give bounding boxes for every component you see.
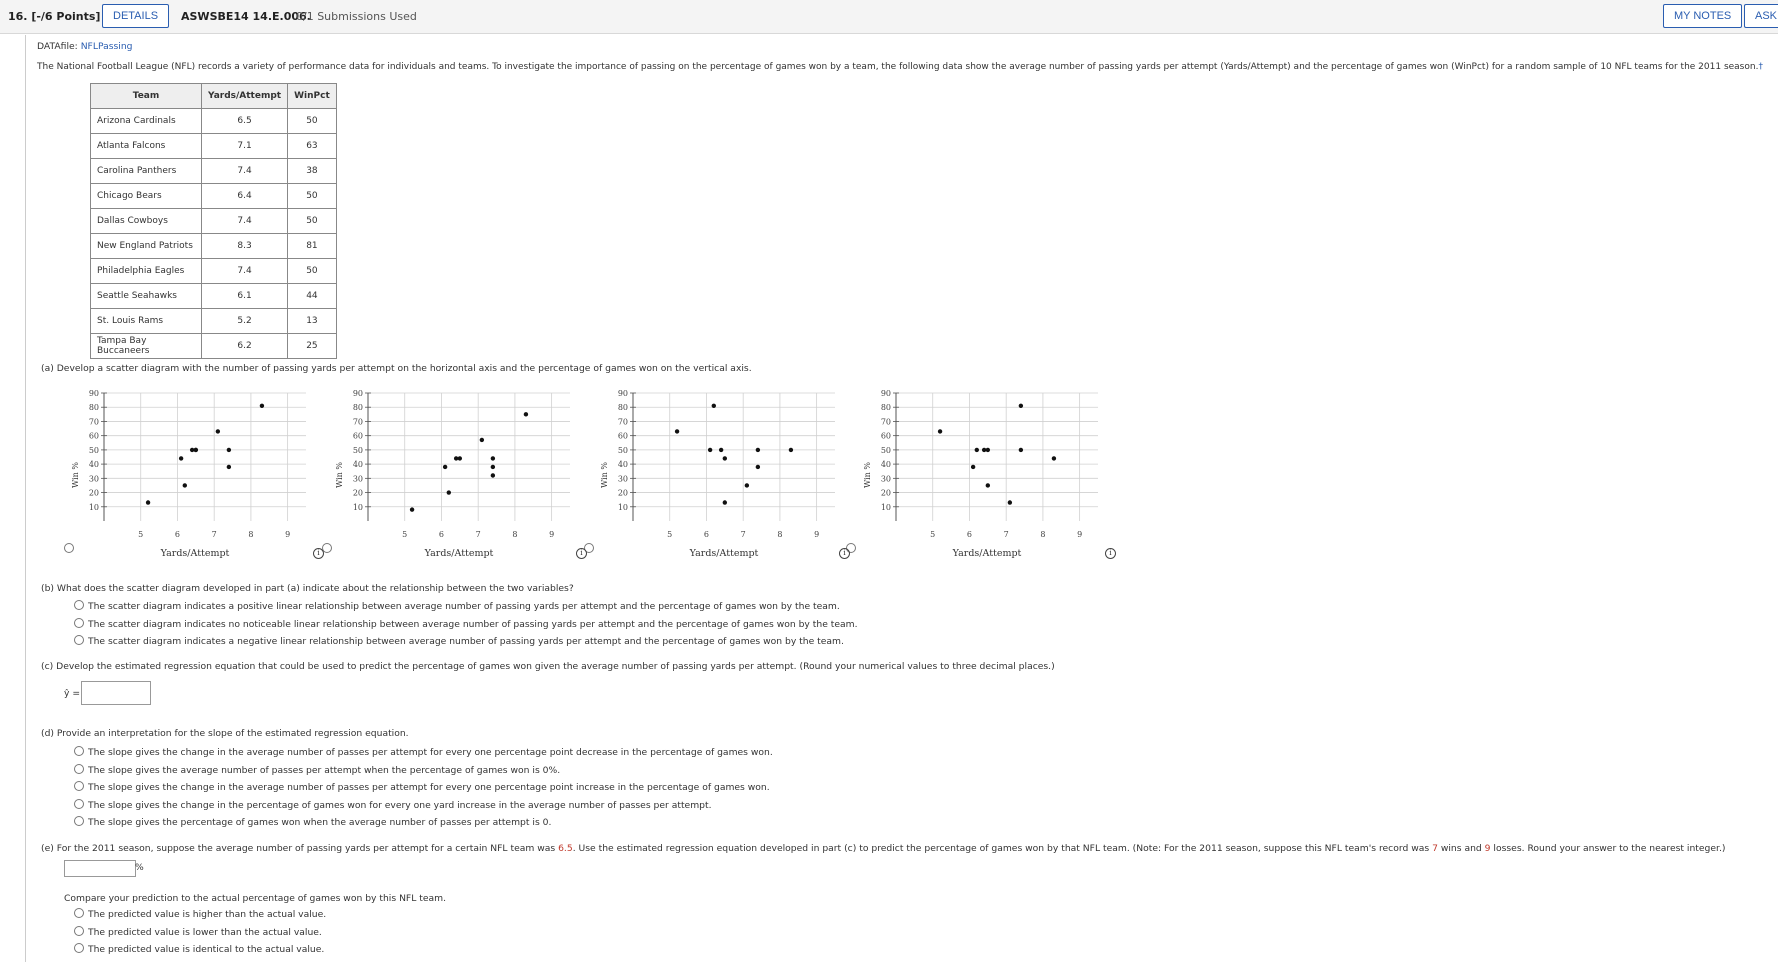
details-button[interactable]: DETAILS [102, 4, 169, 28]
data-table [90, 83, 337, 359]
winpct-cell: 44 [288, 284, 337, 309]
y-tick-label: 20 [88, 488, 99, 498]
data-point [216, 429, 220, 433]
ask-button[interactable]: ASK [1744, 4, 1778, 28]
data-point [194, 448, 198, 452]
x-tick-label: 6 [174, 530, 181, 539]
y-tick-label: 30 [617, 474, 628, 484]
table-header-row [91, 84, 337, 109]
part-d-option[interactable] [74, 764, 560, 776]
x-tick-label: 9 [549, 530, 555, 539]
y-tick-label: 30 [352, 474, 363, 484]
yhat-label: ŷ = [64, 688, 81, 699]
part-b-option-label: The scatter diagram indicates a positive linear relationship between average number of passing yards per attempt and the percentage of games won by the team. [88, 601, 840, 612]
part-b-option-label: The scatter diagram indicates a negative linear relationship between average number of passing yards per attempt and the percentage of games won by the team. [88, 636, 844, 647]
winpct-cell: 50 [288, 209, 337, 234]
part-e-option-label: The predicted value is lower than the actual value. [88, 926, 322, 938]
part-b-option[interactable] [74, 618, 858, 630]
team-cell: St. Louis Rams [91, 309, 202, 334]
part-e-wins: 7 [1432, 843, 1438, 854]
part-e-option-label: The predicted value is higher than the actual value. [88, 909, 327, 920]
part-e-option-label: The predicted value is identical to the actual value. [88, 944, 325, 955]
yards-cell: 7.4 [202, 209, 288, 234]
part-e-prompt [41, 843, 1725, 854]
table-row [91, 134, 337, 159]
data-point [227, 448, 231, 452]
part-d-option-label: The slope gives the change in the average number of passes per attempt for every one percentage point decrease in the percentage of games won. [88, 747, 773, 758]
y-tick-label: 10 [617, 502, 628, 512]
y-tick-label: 60 [352, 431, 363, 441]
y-tick-label: 10 [88, 502, 99, 512]
data-point [410, 507, 414, 511]
data-point [491, 473, 495, 477]
winpct-cell: 25 [288, 334, 337, 359]
radio-button[interactable] [74, 799, 84, 809]
question-id: ASWSBE14 14.E.006. [181, 10, 311, 23]
percent-unit: % [135, 862, 144, 873]
table-row [91, 184, 337, 209]
radio-button[interactable] [74, 816, 84, 826]
scatter-chart-1 [66, 385, 306, 560]
part-d-option-label: The slope gives the average number of passes per attempt when the percentage of games won is 0%. [88, 764, 561, 776]
yards-cell: 7.1 [202, 134, 288, 159]
y-tick-label: 70 [88, 417, 99, 427]
x-tick-label: 9 [1077, 530, 1083, 539]
intro-body: The National Football League (NFL) records a variety of performance data for individuals and teams. To investigate the importance of passing on the percentage of games won by a team, the following data show the average number of passing yards per attempt (Yards/Attempt) and the percentage of games won (WinPct) for a random sample of 10 NFL teams for the 2011 season. [37, 62, 1759, 72]
y-tick-label: 20 [617, 488, 628, 498]
regression-equation-input[interactable] [81, 681, 151, 705]
yards-cell: 6.5 [202, 109, 288, 134]
datafile-label: DATAfile: [37, 41, 78, 52]
table-row [91, 159, 337, 184]
x-tick-label: 6 [703, 530, 710, 539]
winpct-cell: 13 [288, 309, 337, 334]
data-point [708, 448, 712, 452]
y-tick-label: 80 [352, 403, 363, 413]
data-point [723, 456, 727, 460]
y-tick-label: 10 [352, 502, 363, 512]
data-point [756, 465, 760, 469]
x-tick-label: 9 [285, 530, 291, 539]
data-point [183, 483, 187, 487]
data-point [260, 404, 264, 408]
team-cell: Tampa Bay Buccaneers [91, 334, 202, 359]
radio-button[interactable] [74, 926, 84, 936]
data-point [712, 404, 716, 408]
y-tick-label: 90 [617, 389, 628, 398]
data-point [524, 412, 528, 416]
y-axis-label: Win % [71, 462, 80, 488]
y-tick-label: 60 [617, 431, 628, 441]
data-point [458, 456, 462, 460]
data-point [719, 448, 723, 452]
data-point [1052, 456, 1056, 460]
y-tick-label: 80 [617, 403, 628, 413]
y-tick-label: 60 [88, 431, 99, 441]
yards-cell: 6.1 [202, 284, 288, 309]
data-point [146, 500, 150, 504]
part-e-compare-prompt: Compare your prediction to the actual percentage of games won by this NFL team. [64, 893, 447, 904]
x-tick-label: 5 [930, 530, 936, 539]
submissions-label: 0/1 Submissions Used [296, 10, 417, 23]
data-point [723, 500, 727, 504]
y-tick-label: 40 [880, 460, 891, 470]
intro-text [37, 62, 1763, 72]
yards-cell: 8.3 [202, 234, 288, 259]
data-point [971, 465, 975, 469]
datafile-link[interactable]: NFLPassing [80, 41, 133, 52]
scatter-option-radio[interactable] [64, 543, 74, 553]
team-cell: Arizona Cardinals [91, 109, 202, 134]
part-c-prompt: (c) Develop the estimated regression equation that could be used to predict the percentage of games won given the average number of passing yards per attempt. (Round your numerical values to three decimal places.) [41, 661, 1055, 672]
part-e-text-4: losses. Round your answer to the nearest integer.) [1490, 843, 1726, 854]
data-point [1008, 500, 1012, 504]
data-point [938, 429, 942, 433]
y-tick-label: 10 [880, 502, 891, 512]
table-row [91, 234, 337, 259]
x-axis-label: Yards/Attempt [952, 548, 1022, 559]
col-team: Team [91, 84, 202, 109]
x-tick-label: 5 [138, 530, 144, 539]
x-tick-label: 9 [814, 530, 820, 539]
table-row [91, 309, 337, 334]
part-b-prompt: (b) What does the scatter diagram developed in part (a) indicate about the relationship between the two variables? [41, 583, 574, 594]
winpct-cell: 63 [288, 134, 337, 159]
info-icon[interactable]: i [839, 548, 850, 559]
team-cell: Philadelphia Eagles [91, 259, 202, 284]
col-yards: Yards/Attempt [202, 84, 288, 109]
y-tick-label: 40 [617, 460, 628, 470]
part-b-option-label: The scatter diagram indicates no noticeable linear relationship between average number of passing yards per attempt and the percentage of games won by the team. [88, 618, 858, 630]
winpct-cell: 38 [288, 159, 337, 184]
data-point [443, 465, 447, 469]
team-cell: Chicago Bears [91, 184, 202, 209]
team-cell: Dallas Cowboys [91, 209, 202, 234]
y-tick-label: 70 [352, 417, 363, 427]
my-notes-button[interactable]: MY NOTES [1663, 4, 1742, 28]
winpct-cell: 50 [288, 184, 337, 209]
x-tick-label: 6 [438, 530, 445, 539]
table-row [91, 259, 337, 284]
info-icon[interactable]: i [576, 548, 587, 559]
data-point [179, 456, 183, 460]
part-e-losses: 9 [1484, 843, 1491, 854]
y-tick-label: 70 [617, 417, 628, 427]
table-row [91, 209, 337, 234]
radio-button[interactable] [74, 943, 84, 953]
y-tick-label: 90 [880, 389, 891, 398]
part-d-option[interactable] [74, 799, 712, 811]
x-axis-label: Yards/Attempt [424, 548, 494, 559]
intro-footnote-mark[interactable]: † [1758, 62, 1763, 72]
team-cell: Atlanta Falcons [91, 134, 202, 159]
data-point [986, 483, 990, 487]
data-point [675, 429, 679, 433]
y-tick-label: 80 [880, 403, 891, 413]
radio-button[interactable] [74, 635, 84, 645]
data-point [227, 465, 231, 469]
x-axis-label: Yards/Attempt [160, 548, 230, 559]
x-tick-label: 8 [248, 530, 254, 539]
table-row [91, 284, 337, 309]
y-tick-label: 50 [617, 445, 628, 455]
x-tick-label: 7 [740, 530, 746, 539]
x-tick-label: 8 [777, 530, 783, 539]
winpct-cell: 50 [288, 109, 337, 134]
content-border [25, 35, 26, 962]
x-tick-label: 5 [667, 530, 673, 539]
data-point [789, 448, 793, 452]
radio-button[interactable] [74, 908, 84, 918]
data-point [975, 448, 979, 452]
x-tick-label: 8 [1040, 530, 1046, 539]
y-tick-label: 90 [88, 389, 99, 398]
part-d-option[interactable] [74, 746, 773, 758]
y-tick-label: 30 [88, 474, 99, 484]
data-point [447, 490, 451, 494]
y-tick-label: 70 [880, 417, 891, 427]
y-tick-label: 40 [88, 460, 99, 470]
part-e-option[interactable] [74, 943, 324, 955]
part-a-prompt: (a) Develop a scatter diagram with the number of passing yards per attempt on the horizontal axis and the percentage of games won on the vertical axis. [41, 363, 752, 374]
part-e-option[interactable] [74, 926, 322, 938]
predicted-winpct-input[interactable] [64, 860, 136, 877]
y-tick-label: 50 [88, 445, 99, 455]
data-point [745, 483, 749, 487]
y-tick-label: 60 [880, 431, 891, 441]
y-tick-label: 50 [880, 445, 891, 455]
data-point [1019, 404, 1023, 408]
part-d-option-label: The slope gives the percentage of games won when the average number of passes per attempt is 0. [88, 817, 552, 828]
y-tick-label: 50 [352, 445, 363, 455]
datafile-row [37, 41, 133, 52]
team-cell: Seattle Seahawks [91, 284, 202, 309]
x-tick-label: 5 [402, 530, 408, 539]
radio-button[interactable] [74, 764, 84, 774]
y-tick-label: 80 [88, 403, 99, 413]
part-d-option-label: The slope gives the change in the average number of passes per attempt for every one percentage point increase in the percentage of games won. [88, 782, 770, 793]
yards-cell: 7.4 [202, 259, 288, 284]
part-e-option[interactable] [74, 908, 326, 920]
part-e-text-1: (e) For the 2011 season, suppose the average number of passing yards per attempt for a certain NFL team was [41, 843, 559, 854]
yards-cell: 5.2 [202, 309, 288, 334]
part-b-option[interactable] [74, 635, 844, 647]
data-point [1019, 448, 1023, 452]
x-tick-label: 7 [211, 530, 217, 539]
data-point [986, 448, 990, 452]
yards-cell: 6.2 [202, 334, 288, 359]
team-cell: Carolina Panthers [91, 159, 202, 184]
table-row [91, 109, 337, 134]
x-tick-label: 7 [1003, 530, 1009, 539]
radio-button[interactable] [74, 618, 84, 628]
scatter-chart-3 [595, 385, 835, 560]
radio-button[interactable] [74, 600, 84, 610]
radio-button[interactable] [74, 746, 84, 756]
y-axis-label: Win % [863, 462, 872, 488]
info-icon[interactable]: i [313, 548, 324, 559]
part-d-option[interactable] [74, 781, 770, 793]
part-b-option[interactable] [74, 600, 840, 612]
table-row [91, 334, 337, 359]
part-e-yards-value: 6.5 [558, 843, 573, 854]
col-winpct: WinPct [288, 84, 337, 109]
x-tick-label: 6 [966, 530, 973, 539]
y-tick-label: 30 [880, 474, 891, 484]
scatter-chart-4 [858, 385, 1098, 560]
winpct-cell: 81 [288, 234, 337, 259]
y-axis-label: Win % [600, 462, 609, 488]
data-point [480, 438, 484, 442]
x-axis-label: Yards/Attempt [689, 548, 759, 559]
x-tick-label: 7 [475, 530, 481, 539]
points-label: 16. [-/6 Points] [8, 10, 101, 23]
question-header [0, 0, 1778, 34]
radio-button[interactable] [74, 781, 84, 791]
part-d-option[interactable] [74, 816, 551, 828]
data-point [756, 448, 760, 452]
part-d-prompt: (d) Provide an interpretation for the slope of the estimated regression equation. [41, 728, 409, 739]
team-cell: New England Patriots [91, 234, 202, 259]
data-point [491, 465, 495, 469]
x-tick-label: 8 [512, 530, 518, 539]
scatter-chart-2 [330, 385, 570, 560]
info-icon[interactable]: i [1105, 548, 1116, 559]
data-point [491, 456, 495, 460]
part-e-text-3: wins and [1437, 843, 1485, 854]
yards-cell: 7.4 [202, 159, 288, 184]
y-tick-label: 90 [352, 389, 363, 398]
winpct-cell: 50 [288, 259, 337, 284]
y-tick-label: 20 [352, 488, 363, 498]
y-axis-label: Win % [335, 462, 344, 488]
y-tick-label: 40 [352, 460, 363, 470]
y-tick-label: 20 [880, 488, 891, 498]
part-e-text-2: . Use the estimated regression equation developed in part (c) to predict the percentage of games won by that NFL team. (Note: For the 2011 season, suppose this NFL team's record was [572, 843, 1433, 854]
part-d-option-label: The slope gives the change in the percentage of games won for every one yard increase in the average number of passes per attempt. [88, 799, 712, 811]
yards-cell: 6.4 [202, 184, 288, 209]
